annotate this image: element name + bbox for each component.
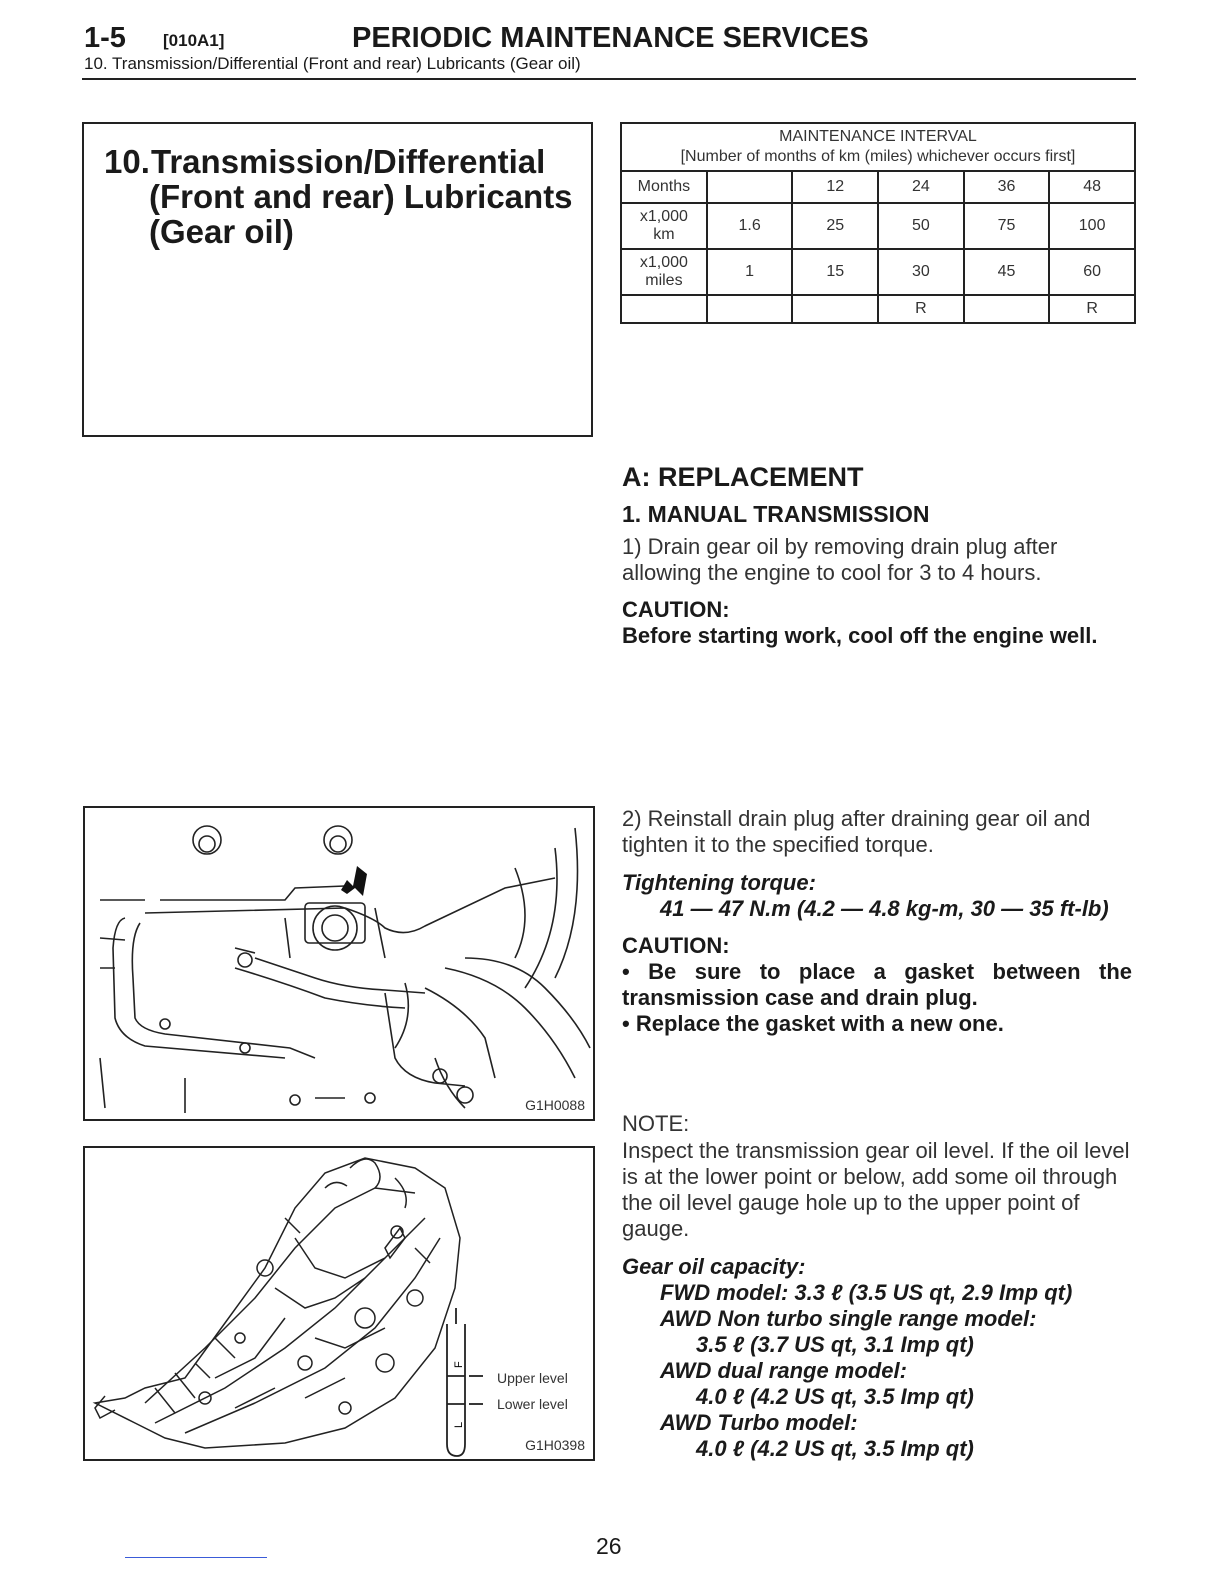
maintenance-interval-table (620, 122, 1136, 324)
footer-rule (125, 1557, 267, 1558)
caution-1-label: CAUTION: (622, 597, 730, 622)
header-divider (82, 78, 1136, 80)
table-heading (621, 123, 1135, 171)
section-title-line2: (Front and rear) Lubricants (149, 178, 573, 215)
table-cell: 24 (878, 171, 964, 203)
table-cell (707, 295, 793, 323)
page-title: PERIODIC MAINTENANCE SERVICES (352, 22, 869, 54)
section-title-line3: (Gear oil) (149, 213, 294, 250)
lower-level-label: Lower level (497, 1396, 568, 1412)
table-cell: R (1049, 295, 1135, 323)
row-label-line: km (653, 226, 675, 243)
torque-label: Tightening torque: (622, 870, 816, 895)
table-cell (707, 171, 793, 203)
section-title-box (82, 122, 593, 437)
table-row (621, 203, 1135, 249)
capacity-awd-dual-value: 4.0 ℓ (4.2 US qt, 3.5 Imp qt) (696, 1384, 974, 1409)
table-cell: 36 (964, 171, 1050, 203)
page-subtitle: 10. Transmission/Differential (Front and rear) Lubricants (Gear oil) (84, 54, 581, 73)
table-row (621, 171, 1135, 203)
section-title-number: 10. (104, 143, 150, 180)
table-cell: 1 (707, 249, 793, 295)
capacity-awd-turbo-label: AWD Turbo model: (660, 1410, 858, 1435)
caution-2-item: • Replace the gasket with a new one. (622, 1011, 1004, 1036)
replacement-heading: A: REPLACEMENT (622, 462, 864, 492)
section-title (104, 144, 573, 249)
step-2-text: 2) Reinstall drain plug after draining gear oil and tighten it to the specified torque. (622, 806, 1091, 857)
table-cell: 60 (1049, 249, 1135, 295)
manual-transmission-heading: 1. MANUAL TRANSMISSION (622, 501, 930, 527)
transmission-illustration (85, 1148, 593, 1459)
row-label-line: x1,000 (639, 254, 688, 271)
row-label-line: miles (645, 272, 683, 289)
capacity-awd-dual-label: AWD dual range model: (660, 1358, 907, 1383)
table-cell: 30 (878, 249, 964, 295)
page-number: 26 (596, 1533, 622, 1559)
table-cell: 75 (964, 203, 1050, 249)
row-label (621, 203, 707, 249)
row-label-line: x1,000 (639, 208, 688, 225)
figure-code: G1H0398 (525, 1437, 585, 1453)
table-cell (792, 295, 878, 323)
table-cell: 45 (964, 249, 1050, 295)
table-cell: 12 (792, 171, 878, 203)
transmission-figure (83, 1146, 595, 1461)
caution-2-item: • Be sure to place a gasket between the transmission case and drain plug. (622, 959, 1132, 1010)
section-title-line1: Transmission/Differential (151, 143, 546, 180)
capacity-fwd: FWD model: 3.3 ℓ (3.5 US qt, 2.9 Imp qt) (660, 1280, 1073, 1305)
table-cell: 50 (878, 203, 964, 249)
table-row (621, 249, 1135, 295)
torque-value: 41 — 47 N.m (4.2 — 4.8 kg-m, 30 — 35 ft-lb) (660, 896, 1109, 921)
table-cell: 100 (1049, 203, 1135, 249)
section-code: [010A1] (163, 31, 225, 50)
row-label (621, 295, 707, 323)
step-1-text: 1) Drain gear oil by removing drain plug after allowing the engine to cool for 3 to 4 hours. (622, 534, 1058, 585)
table-cell: 25 (792, 203, 878, 249)
capacity-awd-nonturbo-label: AWD Non turbo single range model: (660, 1306, 1037, 1331)
table-cell: 1.6 (707, 203, 793, 249)
table-heading-line2: [Number of months of km (miles) whichever occurs first] (680, 148, 1076, 165)
capacity-awd-nonturbo-value: 3.5 ℓ (3.7 US qt, 3.1 Imp qt) (696, 1332, 974, 1357)
table-cell: R (878, 295, 964, 323)
drain-plug-illustration (85, 808, 593, 1119)
row-label: Months (621, 171, 707, 203)
drain-plug-figure (83, 806, 595, 1121)
capacity-label: Gear oil capacity: (622, 1254, 806, 1279)
caution-1-text: Before starting work, cool off the engine well. (622, 623, 1098, 648)
caution-2-label: CAUTION: (622, 933, 730, 958)
table-row (621, 295, 1135, 323)
row-label (621, 249, 707, 295)
gauge-l-mark: L (453, 1421, 465, 1428)
note-label: NOTE: (622, 1111, 690, 1136)
upper-level-label: Upper level (497, 1370, 568, 1386)
gauge-f-mark: F (453, 1361, 465, 1368)
table-cell (964, 295, 1050, 323)
table-heading-line1: MAINTENANCE INTERVAL (779, 128, 977, 145)
page-section-number: 1-5 (84, 22, 126, 54)
table-cell: 48 (1049, 171, 1135, 203)
note-text: Inspect the transmission gear oil level. If the oil level is at the lower point or below, add some oil through the oil level gauge hole up to the upper point of gauge. (622, 1138, 1130, 1241)
capacity-awd-turbo-value: 4.0 ℓ (4.2 US qt, 3.5 Imp qt) (696, 1436, 974, 1461)
figure-code: G1H0088 (525, 1097, 585, 1113)
table-cell: 15 (792, 249, 878, 295)
